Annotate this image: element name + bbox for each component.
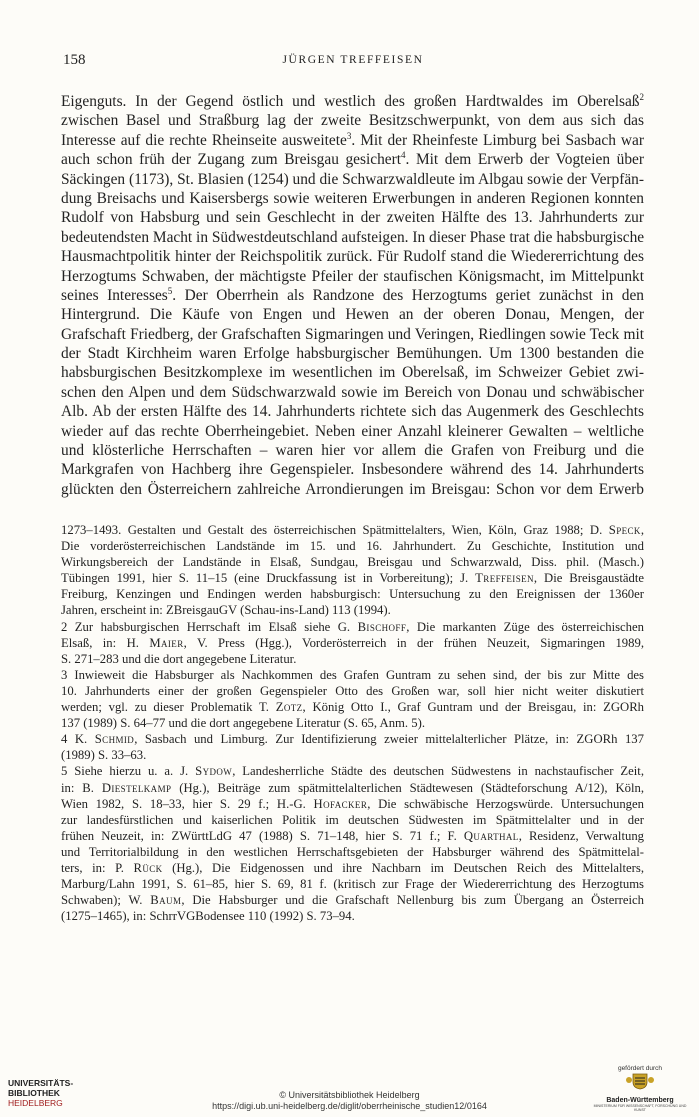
footnote-text: Tübingen 1991, hier S. 11–15 (eine Druckfassung ist in Vorbereitung); J. — [61, 571, 476, 586]
author-name: Speck — [608, 523, 641, 537]
body-line — [61, 189, 644, 208]
body-line — [61, 150, 644, 169]
footnote-line — [61, 570, 644, 586]
footnote-line — [61, 892, 644, 908]
footnote-line — [61, 602, 644, 618]
footnote-text: 10. Jahrhunderts einer der großen Gegenspieler Otto des Großen war, soll hier nicht weiter diskutiert — [61, 683, 644, 698]
body-line-text: Rudolf von Habsburg und sein Geschlecht in der zweiten Hälfte des 13. Jahrhunderts zur — [61, 209, 644, 227]
author-name: Hofacker — [313, 796, 368, 811]
footnote-line — [61, 876, 644, 892]
author-name: Diestelkamp — [101, 780, 172, 795]
body-line — [61, 111, 644, 130]
footnote-text: zur landesfürstlichen und kaiserlichen Politik im deutschen Südwesten im Spätmittelalter und in der — [61, 812, 644, 827]
page-footer — [0, 1060, 699, 1116]
running-head: JÜRGEN TREFFEISEN — [282, 54, 424, 66]
footnote-text: Jahren, erscheint in: ZBreisgauGV (Schau-ins-Land) 113 (1994). — [61, 603, 391, 618]
body-line-text: dung Breisachs und Kaisersbergs sowie weiteren Erwerbungen in anderen Regionen konnten — [61, 189, 644, 207]
body-line — [61, 460, 644, 479]
footnote-text: Wien 1982, S. 18–33, hier S. 29 f.; H.-G. — [61, 796, 314, 811]
footnote-text: (Hg.), Die Eidgenossen und ihre Nachbarn im Deutschen Reich des Mittelalters, — [162, 860, 644, 875]
body-line-text: zwischen Basel und Straßburg lag der zweite Besitzschwerpunkt, von dem aus sich das — [61, 112, 644, 130]
footnote-line — [61, 651, 644, 667]
body-line-text: Alb. Ab der ersten Hälfte des 14. Jahrhunderts richtete sich das Augenmerk des Geschlechts — [61, 403, 644, 421]
footnote-text: Schwaben); W. — [61, 893, 151, 908]
body-line-text: seines Interesses — [61, 286, 168, 304]
bw-ministry: MINISTERIUM FÜR WISSENSCHAFT, FORSCHUNG UND KUNST — [593, 1104, 687, 1112]
ub-logo-line-2: BIBLIOTHEK — [8, 1088, 60, 1098]
body-line-text: Markgrafen von Hachberg ihre Gegenspieler. Insbesondere während des 14. Jahrhunderts — [61, 461, 644, 479]
body-line — [61, 247, 644, 266]
body-line-text: glückten den Österreichern zahlreiche Arrondierungen im Breisgau: Schon vor dem Erwerb — [61, 480, 644, 498]
page-header — [63, 52, 643, 72]
author-name: Rück — [133, 860, 163, 875]
body-line-text: der Stadt Kirchheim waren Erfolge habsburgischer Bemühungen. Um 1300 bestanden die — [61, 345, 644, 363]
footnote-text: , König Otto I., Graf Guntram und der Breisgau, in: ZGORh — [302, 700, 644, 715]
author-name: Schmid — [94, 732, 135, 747]
body-line-text: . Der Oberrhein als Randzone des Herzogtums geriet zunächst in den — [172, 286, 644, 304]
body-line — [61, 480, 644, 499]
footnote-line — [61, 538, 644, 554]
footnote-line — [61, 747, 644, 763]
footnote-text: Wirkungsbereich der Landstände in Elsaß, Sundgau, Breisgau und Schwarzwald, Diss. phil. (Masch.) — [61, 555, 644, 570]
footnote-line — [61, 860, 644, 876]
footnote-text: , Residenz, Verwaltung — [518, 828, 645, 843]
author-name: Quarthal — [463, 828, 519, 843]
body-line — [61, 208, 644, 227]
footnote-text: frühen Neuzeit, in: ZWürttLdG 47 (1988) S. 71–148, hier S. 71 f.; F. — [61, 828, 464, 843]
bw-name: Baden-Württemberg — [606, 1097, 674, 1104]
footnote-line — [61, 715, 644, 731]
body-line-text: Interesse auf die rechte Rheinseite ausweitete — [61, 131, 347, 149]
body-line-text: . Mit dem Erwerb der Vogteien über — [405, 151, 644, 169]
body-line-text: Hintergrund. Die Käufe von Engen und Hewen an der oberen Donau, Mengen, der — [61, 306, 644, 324]
footnote-text: und Territorialbildung in den westlichen Herrschaftsgebieten der Habsburger während des Spätmittelal- — [61, 844, 644, 859]
footnote-text: in: B. — [61, 780, 102, 795]
body-line — [61, 422, 644, 441]
footnote-line — [61, 828, 644, 844]
footnote-line — [61, 667, 644, 683]
footnote-line — [61, 731, 644, 747]
footnotes — [61, 522, 644, 924]
copyright-notice: © Universitätsbibliothek Heidelberg — [279, 1090, 420, 1100]
page-number: 158 — [63, 52, 86, 68]
footnote-text: 4 K. — [61, 732, 95, 747]
footnote-text: Marburg/Lahn 1991, S. 61–85, hier S. 69, 81 f. (kritisch zur Frage der Wiedererrichtung des Herzogtums — [61, 877, 644, 892]
footnote-text: 137 (1989) S. 64–77 und die dort angegebene Literatur (S. 65, Anm. 5). — [61, 716, 425, 731]
author-name: Treffeisen — [475, 571, 534, 586]
body-line-text: Eigenguts. In der Gegend östlich und westlich des großen Hardtwaldes im Oberelsaß — [61, 93, 640, 110]
footnote-text: 1273–1493. Gestalten und Gestalt des österreichischen Spätmittelalters, Wien, Köln, Graz 1988; D. — [61, 523, 609, 537]
permalink-url[interactable]: https://digi.ub.uni-heidelberg.de/diglit/oberrheinische_studien12/0164 — [212, 1101, 487, 1111]
footnote-line — [61, 554, 644, 570]
footnote-text: , Landesherrliche Städte des deutschen Südwestens in nachstaufischer Zeit, — [232, 764, 644, 779]
footnote-line — [61, 908, 644, 924]
footnote-text: , Sasbach und Limburg. Zur Identifizierung zweier mittelalterlicher Plätze, in: ZGORh 137 — [134, 732, 644, 747]
body-line-text: habsburgischen Besitzkomplexe im wesentlichen im Oberelsaß, im Schweizer Gebiet zwi- — [61, 364, 644, 382]
body-line-text: wieder auf das rechte Oberrheingebiet. Neben einer Anzahl kleinerer Gewalten – weltliche — [61, 422, 644, 440]
body-line — [61, 363, 644, 382]
body-line — [61, 267, 644, 286]
footnote-text: Elsaß, in: H. — [61, 635, 150, 650]
footnote-line — [61, 763, 644, 779]
footnote-line — [61, 699, 644, 715]
footnote-text: (1989) S. 33–63. — [61, 748, 147, 763]
footnote-marker[interactable]: 2 — [639, 92, 644, 102]
author-name: Sydow — [195, 764, 233, 779]
footnote-text: 2 Zur habsburgischen Herrschaft im Elsaß siehe G. — [61, 619, 358, 634]
body-text — [61, 92, 644, 499]
footnote-text: , Die Habsburger und die Grafschaft Nellenburg bis zum Übergang an Österreich — [181, 893, 645, 908]
body-line — [61, 286, 644, 305]
footnote-text: werden; vgl. zu dieser Problematik T. — [61, 700, 276, 715]
footnote-text: S. 271–283 und die dort angegebene Literatur. — [61, 651, 297, 666]
body-line-text: Säckingen (1173), St. Blasien (1254) und die Schwarzwaldleute im Albgau sowie der Verpfän- — [61, 170, 644, 188]
author-name: Baum — [150, 893, 182, 908]
body-line-text: Grafschaft Friedberg, der Grafschaften Sigmaringen und Veringen, Riedlingen sowie Teck mit — [61, 325, 644, 343]
footnote-line — [61, 635, 644, 651]
footnote-text: Die vorderösterreichischen Landstände im 15. und 16. Jahrhundert. Zu Geschichte, Institution und — [61, 539, 644, 554]
footnote-text: Freiburg, Kenzingen und Endingen werden habsburgisch: Untersuchung zu den Ereignissen der 1360er — [61, 587, 644, 602]
footnote-line — [61, 683, 644, 699]
footnote-marker[interactable]: 4 — [401, 150, 406, 161]
footnote-line — [61, 619, 644, 635]
footnote-marker[interactable]: 3 — [346, 130, 352, 141]
footnote-text: 3 Inwieweit die Habsburger als Nachkommen des Grafen Guntram zu sehen sind, der bis zur Mitte des — [61, 667, 644, 682]
ub-logo-line-3: HEIDELBERG — [8, 1098, 63, 1108]
body-line-text: bedeutendsten Macht in Südwestdeutschland aufsteigen. In dieser Phase trat die habsburgische — [61, 228, 645, 246]
body-line — [61, 228, 644, 247]
body-line-text: und klösterliche Herrschaften – waren hier vor allem die Grafen von Freiburg und die — [61, 442, 644, 460]
body-line — [61, 441, 644, 460]
footnote-line — [61, 796, 644, 812]
baden-wuerttemberg-logo — [590, 1065, 690, 1117]
body-line — [61, 305, 644, 324]
body-line — [61, 402, 644, 421]
footnote-text: , V. Press (Hgg.), Vorderösterreich in der frühen Neuzeit, Sigmaringen 1989, — [183, 635, 644, 650]
footnote-line — [61, 780, 644, 796]
body-line-text: Herzogtums Schwaben, der mächtigste Pfeiler der staufischen Königsmacht, im Mittelpunkt — [61, 267, 644, 285]
footnote-line — [61, 844, 644, 860]
footnote-text: , — [640, 523, 644, 537]
body-line — [61, 383, 644, 402]
body-line — [61, 325, 644, 344]
body-line — [61, 131, 644, 150]
footnote-line — [61, 812, 644, 828]
funded-by-label: gefördert durch — [617, 1065, 663, 1072]
body-line — [61, 92, 644, 111]
footnote-text: 5 Siehe hierzu u. a. J. — [61, 764, 196, 779]
ub-logo-line-1: UNIVERSITÄTS- — [8, 1078, 74, 1088]
footnote-text: , Die markanten Züge des österreichischen — [406, 619, 644, 634]
author-name: Zotz — [275, 700, 303, 715]
footnote-line — [61, 586, 644, 602]
body-line-text: schen den Alpen und dem Südschwarzwald sowie im Bereich von Donau und schwäbischer — [61, 383, 644, 401]
footnote-text: , Die Breisgaustädte — [533, 571, 644, 586]
footnote-text: ters, in: P. — [61, 860, 134, 875]
footnote-marker[interactable]: 5 — [167, 285, 173, 296]
footnote-text: (1275–1465), in: SchrrVGBodensee 110 (1992) S. 73–94. — [61, 909, 355, 924]
body-line — [61, 344, 644, 363]
footnote-line — [61, 522, 644, 538]
body-line — [61, 170, 644, 189]
body-line-text: auch schon früh der Zugang zum Breisgau gesichert — [61, 151, 402, 169]
author-name: Maier — [149, 635, 184, 650]
author-name: Bischoff — [357, 619, 407, 634]
footnote-text: , Die schwäbische Herzogswürde. Untersuchungen — [367, 796, 644, 811]
footnote-text: (Hg.), Beiträge zum spätmittelalterlichen Städtewesen (Städteforschung A/12), Köln, — [171, 780, 644, 795]
body-line-text: . Mit der Rheinfeste Limburg bei Sasbach war — [351, 131, 644, 149]
coat-of-arms-icon — [625, 1072, 655, 1090]
body-line-text: Hausmachtpolitik hinter der Reichspolitik zurück. Für Rudolf stand die Wiedererrichtung des — [61, 248, 644, 266]
